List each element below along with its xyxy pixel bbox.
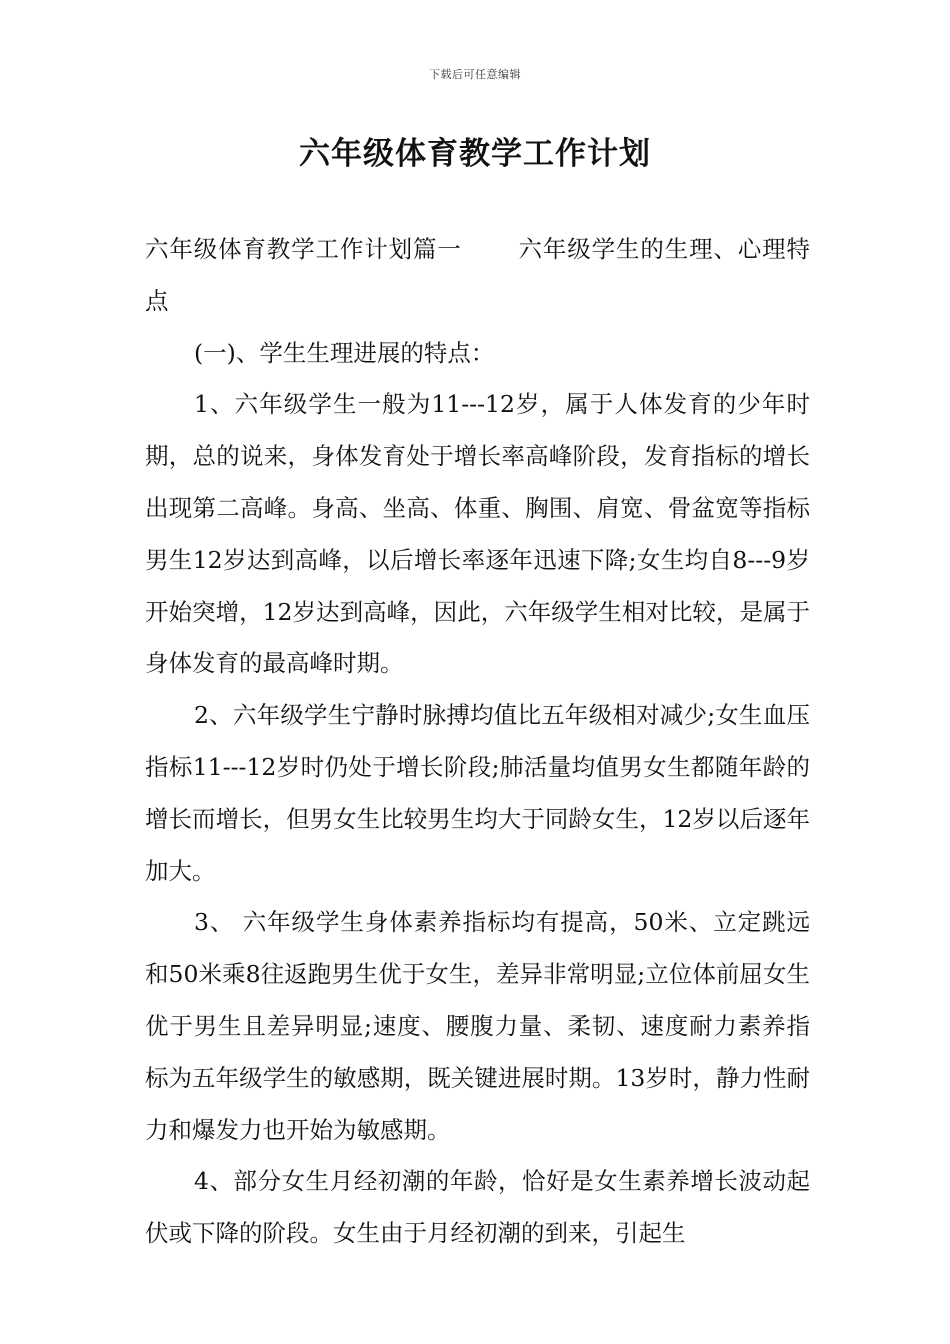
body-paragraph-3: 3、 六年级学生身体素养指标均有提高，50米、立定跳远和50米乘8往返跑男生优于女生，差异非常明显;立位体前屈女生优于男生且差异明显;速度、腰腹力量、柔韧、速度耐力素养指标为五年级学生的敏感期，既关键进展时期。13岁时，静力性耐力和爆发力也开始为敏感期。	[145, 908, 810, 1144]
intro-subheading: 六年级学生的生理、心理特点	[145, 235, 811, 315]
body-paragraph-2: 2、六年级学生宁静时脉搏均值比五年级相对减少;女生血压指标11---12岁时仍处于增长阶段;肺活量均值男女生都随年龄的增长而增长，但男女生比较男生均大于同龄女生，12岁以后逐年加大。	[145, 701, 810, 885]
document-body	[145, 224, 810, 1260]
body-paragraph-4: 4、部分女生月经初潮的年龄，恰好是女生素养增长波动起伏或下降的阶段。女生由于月经初潮的到来，引起生	[145, 1167, 810, 1248]
document-title: 六年级体育教学工作计划	[299, 136, 651, 172]
intro-heading: 六年级体育教学工作计划篇一	[145, 235, 462, 263]
intro-paragraph	[145, 224, 810, 328]
section-heading-paragraph: (一)、学生生理进展的特点：	[194, 338, 495, 367]
body-paragraph-1: 1、六年级学生一般为11---12岁，属于人体发育的少年时期，总的说来，身体发育处于增长率高峰阶段，发育指标的增长出现第二高峰。身高、坐高、体重、胸围、肩宽、骨盆宽等指标男生12岁达到高峰，以后增长率逐年迅速下降;女生均自8---9岁开始突增，12岁达到高峰，因此，六年级学生相对比较，是属于身体发育的最高峰时期。	[145, 390, 810, 678]
header-note: 下载后可任意编辑	[429, 68, 521, 81]
